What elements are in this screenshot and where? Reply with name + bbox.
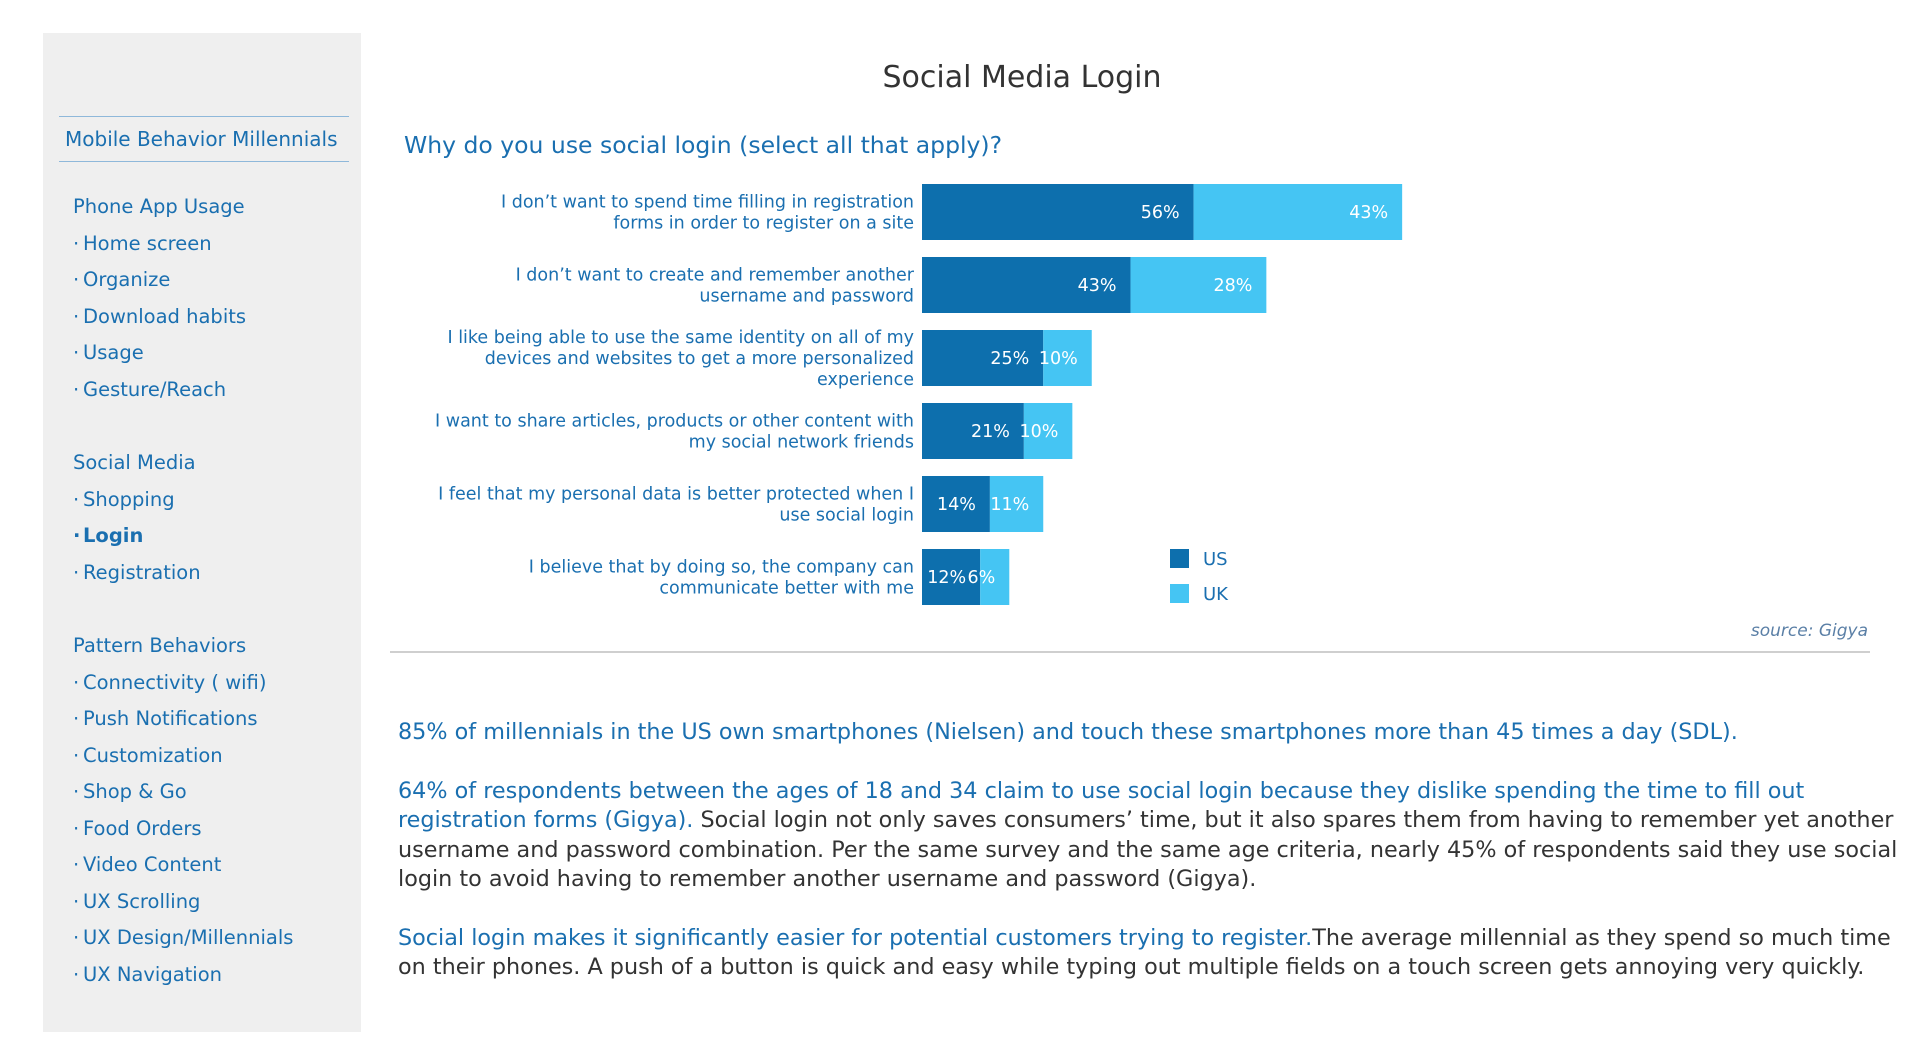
legend-label: UK — [1203, 584, 1228, 605]
bullet-icon: · — [73, 377, 80, 401]
data-label: 56% — [1140, 203, 1180, 223]
bullet-icon: · — [73, 524, 81, 547]
paragraph-2 — [398, 777, 1898, 895]
bullet-icon: · — [73, 743, 80, 767]
paragraph-2-text: Social login not only saves consumers’ time, but it also spares them from having to remember yet another username and password combination. Per the same survey and the same age criteria, nearly 45% of respondents said they use social login to avoid having to remember another username and password (Gigya). — [398, 807, 1898, 892]
sidebar-item-label: Gesture/Reach — [83, 377, 227, 401]
bullet-icon: · — [73, 962, 80, 986]
data-label: 43% — [1349, 203, 1389, 223]
bullet-icon: · — [73, 341, 80, 364]
bullet-icon: · — [73, 707, 80, 730]
sidebar-item-label: Connectivity ( wifi) — [83, 670, 267, 694]
sidebar-group-heading[interactable]: Phone App Usage — [73, 195, 245, 218]
category-label: experience — [817, 370, 914, 390]
category-label: devices and websites to get a more personalized — [484, 349, 914, 369]
data-label: 10% — [1019, 422, 1059, 442]
sidebar-item-label: Download habits — [83, 304, 247, 328]
bullet-icon: · — [73, 231, 80, 255]
sidebar-item-label: Login — [83, 524, 144, 547]
data-label: 25% — [990, 349, 1030, 369]
paragraph-3-highlight: Social login makes it significantly easier for potential customers trying to register. — [398, 924, 1313, 951]
data-label: 14% — [936, 495, 976, 515]
data-label: 12% — [927, 568, 967, 588]
sidebar-item-label: Customization — [83, 743, 223, 767]
sidebar-item-label: Organize — [83, 268, 171, 291]
legend-swatch — [1170, 549, 1189, 568]
bullet-icon: · — [73, 926, 80, 949]
category-label: forms in order to register on a site — [613, 213, 914, 234]
sidebar-group-heading[interactable]: Pattern Behaviors — [73, 634, 247, 657]
paragraph-2-highlight: 64% of respondents between the ages of 18 and 34 claim to use social login because they dislike spending the time to fill out registration forms (Gigya). — [398, 777, 1805, 833]
divider — [390, 651, 1870, 653]
category-label: I want to share articles, products or other content with — [435, 411, 914, 432]
chart-source: source: Gigya — [1750, 621, 1868, 641]
category-label: I like being able to use the same identity on all of my — [447, 328, 914, 348]
sidebar-group-heading[interactable]: Social Media — [73, 451, 196, 474]
bullet-icon: · — [73, 268, 80, 291]
paragraph-3-text: The average millennial as they spend so much time on their phones. A push of a button is quick and easy while typing out multiple fields on a touch screen gets annoying very quickly. — [398, 924, 1891, 980]
sidebar-item-label: UX Scrolling — [83, 889, 201, 913]
legend-label: US — [1203, 549, 1228, 570]
bullet-icon: · — [73, 816, 80, 840]
data-label: 11% — [990, 495, 1030, 515]
sidebar-item-label: Registration — [83, 560, 201, 584]
sidebar-item-label: Shopping — [83, 487, 175, 511]
sidebar-item-label: UX Navigation — [83, 962, 223, 986]
category-label: I don’t want to spend time filling in registration — [500, 192, 914, 213]
chart-question: Why do you use social login (select all that apply)? — [404, 131, 1003, 159]
category-label: I feel that my personal data is better protected when I — [438, 484, 914, 505]
category-label: username and password — [699, 286, 914, 307]
sidebar-title: Mobile Behavior Millennials — [65, 127, 338, 151]
bullet-icon: · — [73, 889, 80, 913]
legend-swatch — [1170, 584, 1189, 603]
bullet-icon: · — [73, 670, 80, 694]
data-label: 43% — [1077, 276, 1117, 296]
sidebar-item-label: Push Notifications — [83, 707, 258, 730]
data-label: 6% — [967, 568, 996, 588]
paragraph-3 — [398, 924, 1898, 983]
paragraph-1 — [398, 718, 1898, 748]
sidebar-item-label: Food Orders — [83, 816, 202, 840]
category-label: my social network friends — [688, 432, 914, 453]
sidebar-item-label: Usage — [83, 341, 144, 364]
category-label: I believe that by doing so, the company can — [528, 557, 914, 578]
sidebar-item-label: Home screen — [83, 231, 212, 255]
bullet-icon: · — [73, 487, 80, 511]
category-label: I don’t want to create and remember another — [515, 265, 914, 286]
sidebar-item-label: UX Design/Millennials — [83, 926, 294, 949]
sidebar-item-label: Shop & Go — [83, 780, 187, 803]
data-label: 21% — [970, 422, 1010, 442]
bullet-icon: · — [73, 560, 80, 584]
data-label: 28% — [1213, 276, 1253, 296]
page-title: Social Media Login — [882, 60, 1162, 95]
paragraph-1-text: 85% of millennials in the US own smartphones (Nielsen) and touch these smartphones more than 45 times a day (SDL). — [398, 719, 1738, 745]
article-body — [398, 718, 1898, 1012]
bullet-icon: · — [73, 304, 80, 328]
bullet-icon: · — [73, 853, 80, 876]
data-label: 10% — [1038, 349, 1078, 369]
category-label: use social login — [779, 505, 914, 526]
category-label: communicate better with me — [659, 578, 914, 599]
sidebar-item-label: Video Content — [83, 853, 222, 876]
bullet-icon: · — [73, 780, 80, 803]
